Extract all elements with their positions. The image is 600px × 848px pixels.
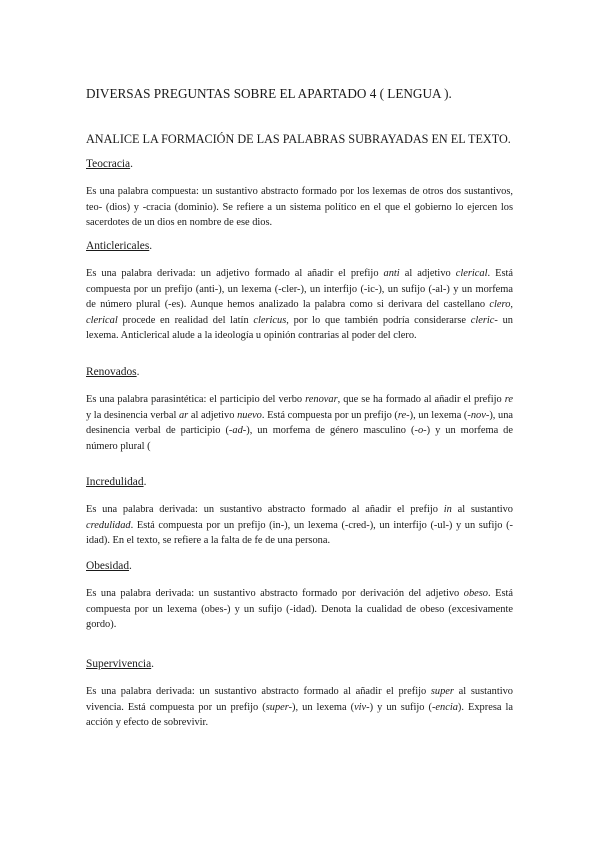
term-heading-renovados: Renovados.	[86, 366, 140, 378]
term-heading-obesidad: Obesidad.	[86, 560, 132, 572]
page-title: DIVERSAS PREGUNTAS SOBRE EL APARTADO 4 ( LENGUA ).	[86, 86, 452, 101]
question-heading: ANALICE LA FORMACIÓN DE LAS PALABRAS SUBRAYADAS EN EL TEXTO.	[86, 132, 511, 146]
term-heading-teocracia: Teocracia.	[86, 158, 133, 170]
paragraph-anticlericales: Es una palabra derivada: un adjetivo formado al añadir el prefijo anti al adjetivo clerical. Está compuesta por un prefijo (anti-), un lexema (-cler-), un interfijo (-ic-), un sufijo (-al-) y un morfema de número plural (-es). Aunque hemos analizado la palabra como si derivara del castellano clero, clerical procede en realidad del latín clericus, por lo que también podría considerarse cleric- un lexema. Anticlerical alude a la ideología u opinión contrarias al poder del clero.	[86, 268, 513, 342]
paragraph-obesidad: Es una palabra derivada: un sustantivo abstracto formado por derivación del adjetivo obeso. Está compuesta por un lexema (obes-) y un sufijo (-idad). Denota la cualidad de obeso (excesivamente gordo).	[86, 588, 513, 631]
term-heading-supervivencia: Supervivencia.	[86, 658, 155, 670]
term-heading-incredulidad: Incredulidad.	[86, 476, 147, 488]
paragraph-renovados: Es una palabra parasintética: el participio del verbo renovar, que se ha formado al añadir el prefijo re y la desinencia verbal ar al adjetivo nuevo. Está compuesta por un prefijo (re-), un lexema (-nov-), una desinencia verbal de participio (-ad-), un morfema de género masculino (-o-) y un morfema de número plural (	[86, 394, 514, 452]
paragraph-incredulidad: Es una palabra derivada: un sustantivo abstracto formado al añadir el prefijo in al sustantivo credulidad. Está compuesta por un prefijo (in-), un lexema (-cred-), un interfijo (-ul-) y un sufijo (-idad). En el texto, se refiere a la falta de fe de una persona.	[86, 504, 514, 547]
paragraph-supervivencia: Es una palabra derivada: un sustantivo abstracto formado al añadir el prefijo super al sustantivo vivencia. Está compuesta por un prefijo (super-), un lexema (viv-) y un sufijo (-encia). Expresa la acción y efecto de sobrevivir.	[86, 686, 514, 729]
paragraph-teocracia: Es una palabra compuesta: un sustantivo abstracto formado por los lexemas de otros dos sustantivos, teo- (dios) y -cracia (dominio). Se refiere a un sistema político en el que el gobierno lo ejercen los sacerdotes de un dios en nombre de ese dios.	[86, 186, 513, 229]
term-heading-anticlericales: Anticlericales.	[86, 240, 153, 252]
